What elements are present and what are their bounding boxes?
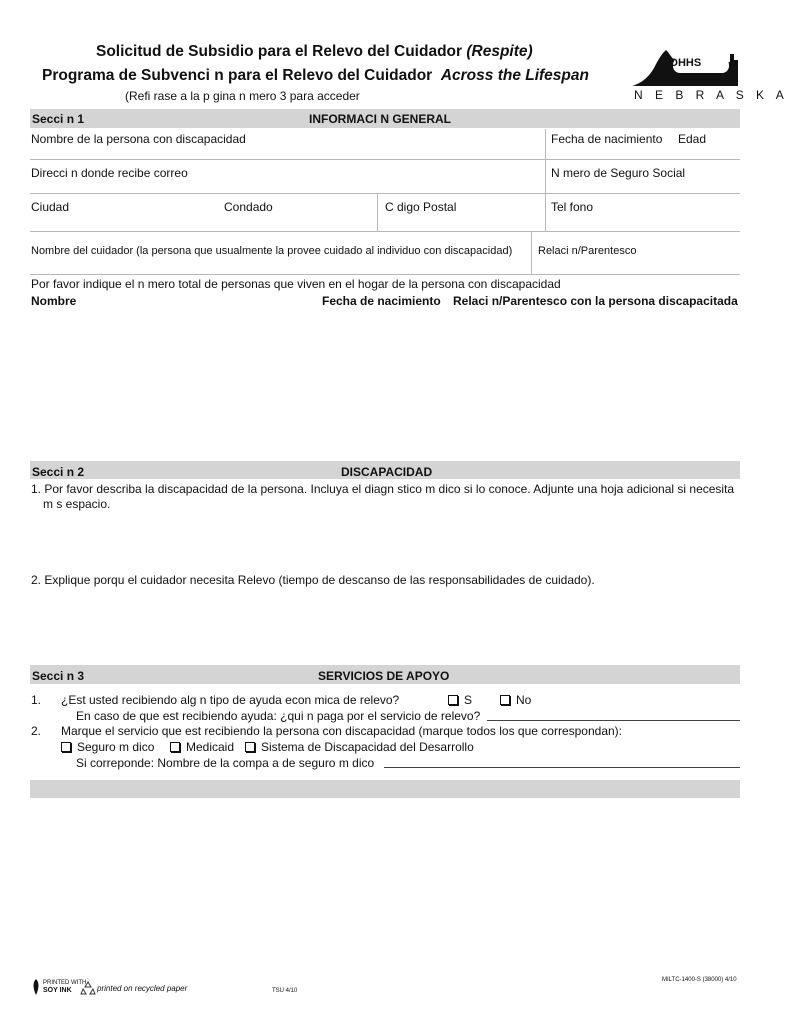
field-dob[interactable]: Fecha de nacimiento [551,132,663,146]
form-title-line1: Solicitud de Subsidio para el Relevo del Cuidador (Respite) [96,43,533,60]
household-col-name: Nombre [31,294,77,308]
center-code: TSU 4/10 [272,988,298,994]
field-phone[interactable]: Tel fono [551,200,594,214]
q1-followup: En caso de que est recibiendo ayuda: ¿qui n paga por el servicio de relevo? [76,709,481,723]
field-age[interactable]: Edad [678,132,707,146]
private-insurance-checkbox[interactable] [61,742,71,752]
household-col-relation: Relaci n/Parentesco con la persona discapacitada [453,294,738,308]
q1-disability-cont: m s espacio. [43,497,111,511]
yes-option[interactable]: S [448,693,472,707]
household-prompt: Por favor indique el n mero total de personas que viven en el hogar de la persona con discapacidad [31,277,561,291]
q2-answer-area[interactable] [30,590,740,664]
field-ssn[interactable]: N mero de Seguro Social [551,166,686,180]
field-mail-address[interactable]: Direcci n donde recibe correo [31,166,188,180]
section4-bar [30,780,740,798]
q1-number: 1. [31,693,42,707]
soy-ink-top: PRINTED WITH [43,980,87,986]
field-county[interactable]: Condado [224,200,273,214]
form-title-line2: Programa de Subvenci n para el Relevo del Cuidador Across the Lifespan [42,67,589,84]
payer-input-line[interactable] [487,720,740,721]
insurance-company-input-line[interactable] [384,767,740,768]
option-dd-system[interactable]: Sistema de Discapacidad del Desarrollo [245,740,474,754]
q1-answer-area[interactable] [30,514,740,570]
q1-respite-aid: ¿Est usted recibiendo alg n tipo de ayuda econ mica de relevo? [61,693,400,707]
q1-disability: 1. Por favor describa la discapacidad de la persona. Incluya el diagn stico m dico si lo conoce. Adjunte una hoja adicional si necesita [31,482,735,496]
form-subtitle: (Refi rase a la p gina n mero 3 para acceder [125,89,360,103]
no-option[interactable]: No [500,693,531,707]
form-code: MILTC-1400-S (38000) 4/10 [662,977,737,983]
field-zip[interactable]: C digo Postal [385,200,457,214]
q2-reason: 2. Explique porqu el cuidador necesita Relevo (tiempo de descanso de las responsabilidades de cuidado). [31,573,595,587]
section1-heading: INFORMACI N GENERAL [309,112,451,126]
option-medicaid[interactable]: Medicaid [170,740,234,754]
field-city[interactable]: Ciudad [31,200,70,214]
dhhs-logo [630,46,788,102]
household-entry-area[interactable] [30,310,740,460]
field-relationship[interactable]: Relaci n/Parentesco [538,245,637,257]
insurance-company-label: Si correponde: Nombre de la compa a de seguro m dico [76,756,375,770]
section2-heading: DISCAPACIDAD [341,465,433,479]
recycled-paper-note: printed on recycled paper [97,984,188,993]
q2-services: Marque el servicio que est recibiendo la persona con discapacidad (marque todos los que correspondan): [61,724,622,738]
no-checkbox[interactable] [500,695,510,705]
nebraska-wordmark: N E B R A S K A [634,88,788,102]
soy-leaf-icon [30,978,42,996]
q2-number: 2. [31,724,42,738]
dhhs-badge: DHHS [670,57,702,69]
section3-heading: SERVICIOS DE APOYO [318,669,450,683]
option-private-insurance[interactable]: Seguro m dico [61,740,154,754]
field-name-disabled[interactable]: Nombre de la persona con discapacidad [31,132,246,146]
recycle-icon [80,980,96,996]
soy-ink-logo [30,977,87,997]
field-caregiver-name[interactable]: Nombre del cuidador (la persona que usualmente la provee cuidado al individuo con discapacidad) [31,245,513,257]
yes-checkbox[interactable] [448,695,458,705]
dd-system-checkbox[interactable] [245,742,255,752]
medicaid-checkbox[interactable] [170,742,180,752]
section1-label: Secci n 1 [32,112,85,126]
section2-label: Secci n 2 [32,465,85,479]
soy-ink-bottom: SOY INK [43,987,72,994]
household-col-dob: Fecha de nacimiento [322,294,441,308]
section3-label: Secci n 3 [32,669,85,683]
